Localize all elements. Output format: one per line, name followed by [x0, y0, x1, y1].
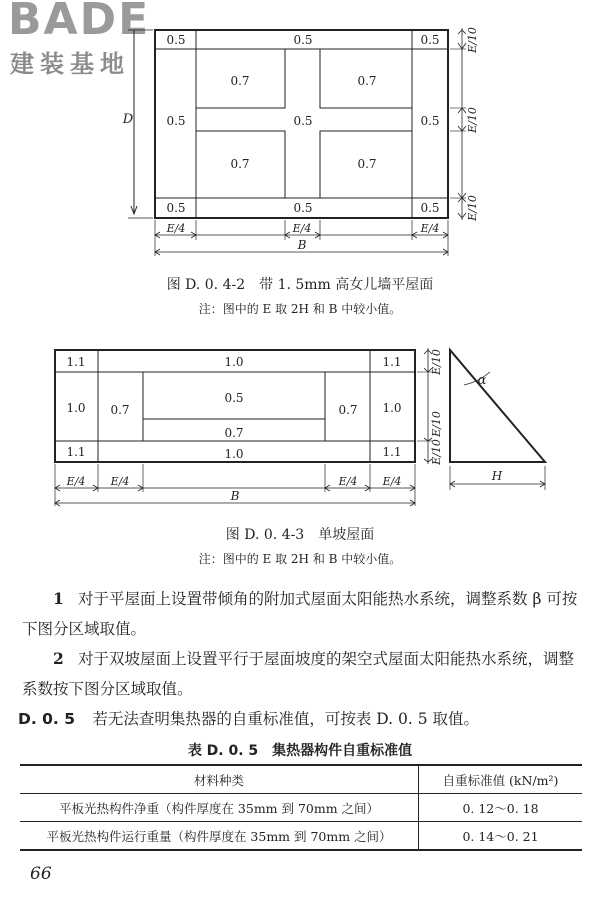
fig2-cell-tl: 1.1: [66, 355, 86, 369]
collector-weight-table: [20, 764, 582, 851]
fig1-label-b: B: [297, 238, 307, 252]
table-cell-weight: 0. 14～0. 21: [419, 822, 583, 851]
fig1-cell-tl: 0.5: [166, 33, 186, 47]
fig1-cell-bc: 0.5: [293, 201, 313, 215]
fig1-label-d: D: [122, 112, 134, 127]
fig2-slope-triangle: [450, 350, 545, 462]
fig2-cell-center-low: 0.7: [224, 426, 244, 440]
paragraph-2-text: 对于双坡屋面上设置平行于屋面坡度的架空式屋面太阳能热水系统，调整系数按下图分区域取值。: [22, 650, 575, 698]
fig1-cell-bl: 0.5: [166, 201, 186, 215]
fig2-label-alpha: α: [477, 373, 487, 388]
fig2-label-e10-top: E/10: [430, 349, 443, 375]
figure1-caption: 图 D. 0. 4-2 带 1. 5mm 高女儿墙平屋面: [166, 277, 434, 293]
fig2-label-e4-3: E/4: [338, 475, 358, 488]
fig1-cell-lr: 0.7: [357, 157, 377, 171]
fig1-label-e4-mid: E/4: [292, 222, 312, 235]
fig1-cell-ul: 0.7: [230, 74, 250, 88]
clause-d05-number: D. 0. 5: [18, 710, 76, 728]
fig1-cell-tc: 0.5: [293, 33, 313, 47]
fig2-cell-tr: 1.1: [382, 355, 402, 369]
table-cell-material: 平板光热构件运行重量（构件厚度在 35mm 到 70mm 之间）: [20, 822, 419, 851]
fig2-label-e10-bottom: E/10: [430, 439, 443, 465]
fig1-cell-tr: 0.5: [420, 33, 440, 47]
table-header-row: [20, 765, 582, 794]
paragraph-1: [22, 584, 582, 644]
figure2-note: 注：图中的 E 取 2H 和 B 中较小值。: [198, 552, 402, 566]
clause-d05-text: 若无法查明集热器的自重标准值，可按表 D. 0. 5 取值。: [92, 710, 480, 728]
fig1-label-e10-bottom: E/10: [466, 195, 479, 221]
fig2-cell-bc: 1.0: [224, 447, 244, 461]
page-number: 66: [30, 864, 52, 884]
fig1-cell-ll: 0.7: [230, 157, 250, 171]
fig2-label-h: H: [491, 469, 503, 483]
fig2-label-b: B: [230, 489, 240, 503]
watermark-logo-brand: BADE: [8, 0, 151, 45]
paragraph-1-text: 对于平屋面上设置带倾角的附加式屋面太阳能热水系统，调整系数 β 可按下图分区域取值。: [22, 590, 578, 638]
table-row: [20, 794, 582, 822]
fig2-cell-ml2: 0.7: [110, 403, 130, 417]
figure1-note: 注：图中的 E 取 2H 和 B 中较小值。: [198, 302, 402, 316]
table-header-weight: 自重标准值 (kN/m²): [419, 765, 583, 794]
fig2-label-e4-4: E/4: [382, 475, 402, 488]
fig2-cell-mr2: 0.7: [338, 403, 358, 417]
table-cell-weight: 0. 12～0. 18: [419, 794, 583, 822]
figure2-caption: 图 D. 0. 4-3 单坡屋面: [225, 527, 375, 543]
fig2-cell-bl: 1.1: [66, 445, 86, 459]
fig1-label-e10-top: E/10: [466, 27, 479, 53]
paragraph-2: [22, 644, 582, 704]
table-row: [20, 822, 582, 851]
paragraph-1-number: 1: [53, 589, 64, 608]
fig2-label-e4-2: E/4: [110, 475, 130, 488]
table-title: 表 D. 0. 5 集热器构件自重标准值: [187, 743, 413, 759]
fig2-label-e10-mid: E/10: [430, 411, 443, 437]
fig2-cell-tc: 1.0: [224, 355, 244, 369]
paragraph-2-number: 2: [53, 649, 64, 668]
table-cell-material: 平板光热构件净重（构件厚度在 35mm 到 70mm 之间）: [20, 794, 419, 822]
fig2-label-e4-1: E/4: [66, 475, 86, 488]
fig1-cell-ml: 0.5: [166, 114, 186, 128]
fig1-cell-ur: 0.7: [357, 74, 377, 88]
fig2-cell-mr: 1.0: [382, 401, 402, 415]
figure-flat-roof-diagram: [0, 0, 600, 265]
fig2-cell-ml: 1.0: [66, 401, 86, 415]
figure-single-slope-roof-diagram: [0, 340, 600, 515]
fig1-cell-mc: 0.5: [293, 114, 313, 128]
clause-d05: [18, 704, 578, 734]
fig1-label-e4-left: E/4: [166, 222, 186, 235]
fig1-label-e4-right: E/4: [420, 222, 440, 235]
watermark-logo-subtitle: 建装基地: [10, 50, 130, 78]
fig1-label-e10-mid: E/10: [466, 107, 479, 133]
fig2-cell-br: 1.1: [382, 445, 402, 459]
fig1-cell-br: 0.5: [420, 201, 440, 215]
fig2-cell-center: 0.5: [224, 391, 244, 405]
table-header-material: 材料种类: [20, 765, 419, 794]
fig1-cell-mr: 0.5: [420, 114, 440, 128]
